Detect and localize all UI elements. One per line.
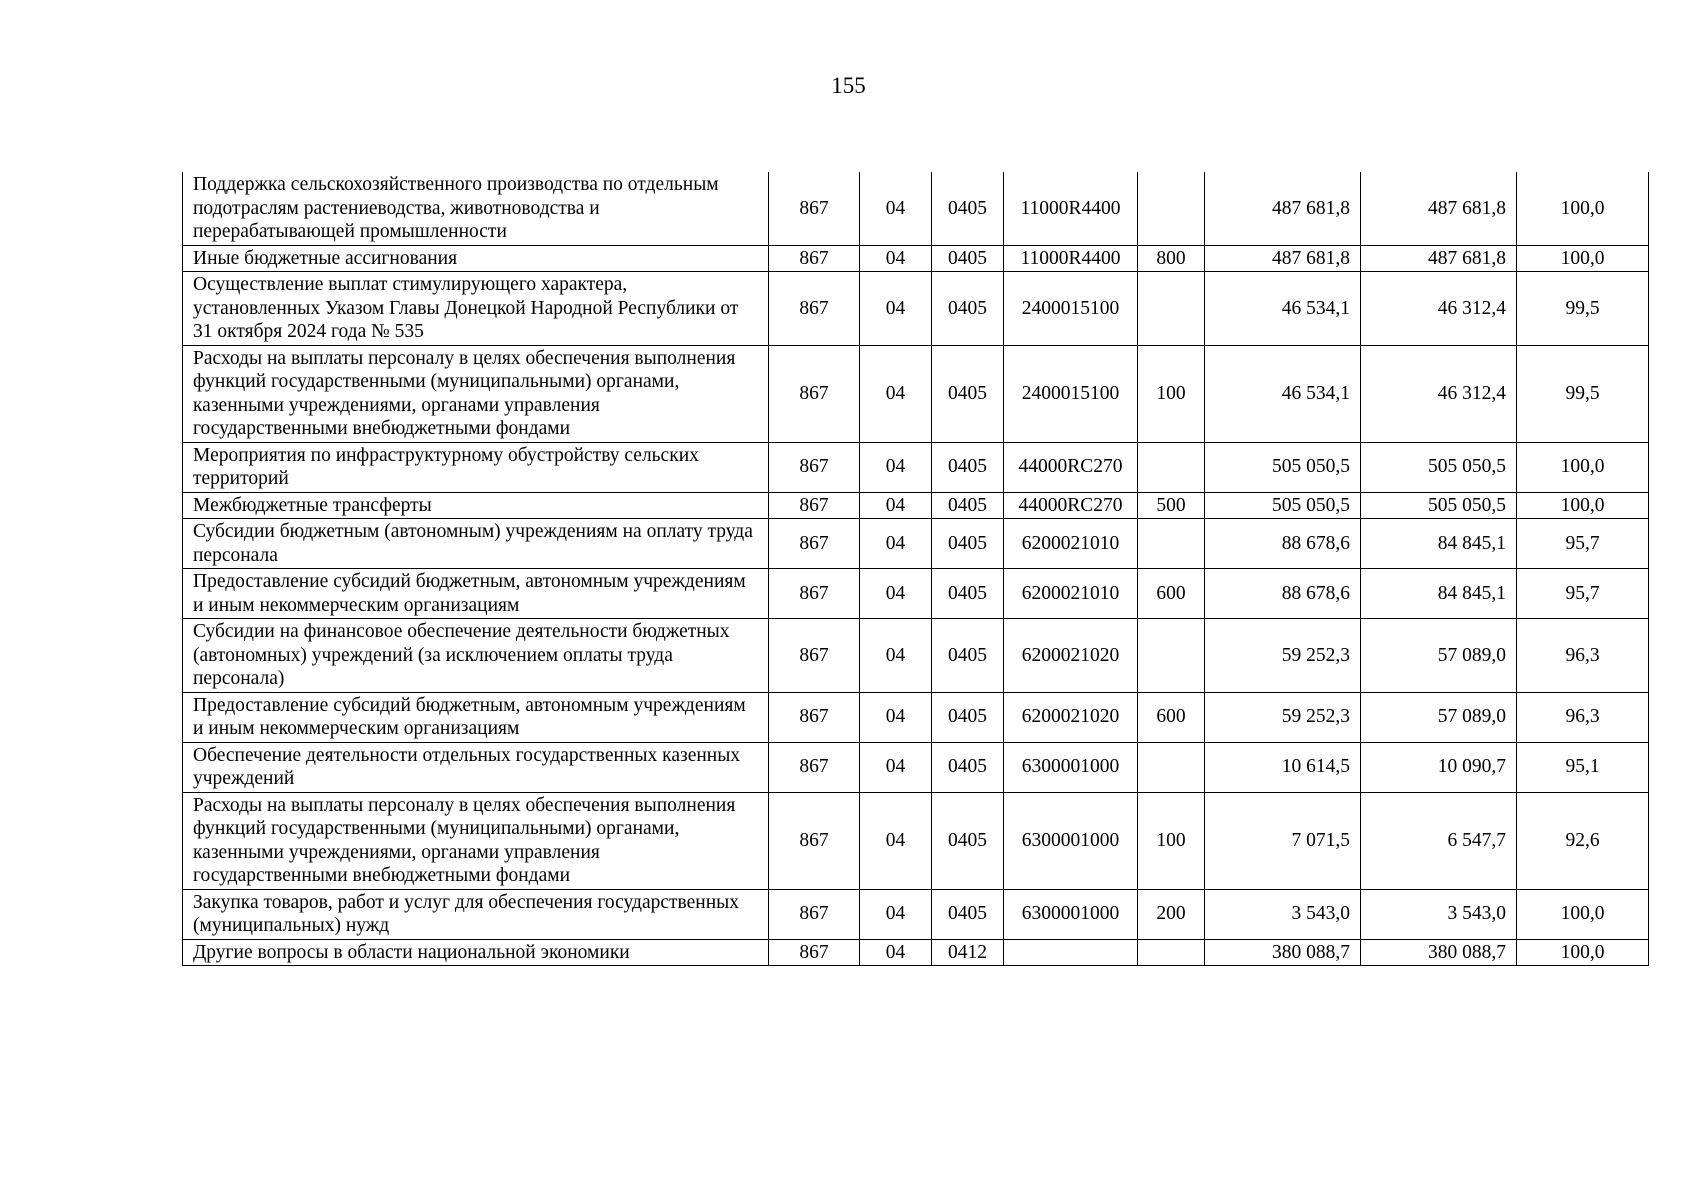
department-code-cell: 867: [769, 442, 860, 492]
expense-type-code-cell: 100: [1138, 792, 1205, 889]
expense-name-cell: Предоставление субсидий бюджетным, автономным учреждениям и иным некоммерческим организациям: [183, 569, 769, 619]
execution-percent-cell: 96,3: [1517, 619, 1649, 693]
execution-percent-cell: 100,0: [1517, 442, 1649, 492]
target-item-code-cell: 6300001000: [1004, 889, 1138, 939]
planned-amount-cell: 380 088,7: [1205, 939, 1361, 966]
expense-type-code-cell: [1138, 272, 1205, 346]
expense-name-cell: Иные бюджетные ассигнования: [183, 245, 769, 272]
expense-name-cell: Обеспечение деятельности отдельных государственных казенных учреждений: [183, 742, 769, 792]
expense-type-code-cell: 500: [1138, 492, 1205, 519]
expense-type-code-cell: [1138, 519, 1205, 569]
section-code-cell: 04: [860, 939, 932, 966]
execution-percent-cell: 100,0: [1517, 172, 1649, 245]
table-row: [183, 345, 1649, 442]
expense-type-code-cell: [1138, 442, 1205, 492]
expense-type-code-cell: 600: [1138, 692, 1205, 742]
execution-percent-cell: 95,1: [1517, 742, 1649, 792]
section-code-cell: 04: [860, 272, 932, 346]
expense-type-code-cell: 600: [1138, 569, 1205, 619]
expense-name-cell: Расходы на выплаты персоналу в целях обеспечения выполнения функций государственными (муниципальными) органами, казенными учреждениями, органами управления государственными внебюджетными фондами: [183, 792, 769, 889]
section-code-cell: 04: [860, 492, 932, 519]
table-row: [183, 889, 1649, 939]
expense-type-code-cell: [1138, 619, 1205, 693]
target-item-code-cell: 2400015100: [1004, 272, 1138, 346]
execution-percent-cell: 95,7: [1517, 519, 1649, 569]
expense-name-cell: Осуществление выплат стимулирующего характера, установленных Указом Главы Донецкой Народной Республики от 31 октября 2024 года № 535: [183, 272, 769, 346]
target-item-code-cell: 6300001000: [1004, 792, 1138, 889]
section-code-cell: 04: [860, 442, 932, 492]
target-item-code-cell: 44000RC270: [1004, 492, 1138, 519]
planned-amount-cell: 59 252,3: [1205, 619, 1361, 693]
department-code-cell: 867: [769, 792, 860, 889]
department-code-cell: 867: [769, 889, 860, 939]
department-code-cell: 867: [769, 519, 860, 569]
table-row: [183, 792, 1649, 889]
department-code-cell: 867: [769, 345, 860, 442]
subsection-code-cell: 0405: [932, 692, 1004, 742]
department-code-cell: 867: [769, 619, 860, 693]
expense-type-code-cell: 100: [1138, 345, 1205, 442]
expense-type-code-cell: 200: [1138, 889, 1205, 939]
department-code-cell: 867: [769, 172, 860, 245]
target-item-code-cell: 6300001000: [1004, 742, 1138, 792]
subsection-code-cell: 0405: [932, 569, 1004, 619]
planned-amount-cell: 7 071,5: [1205, 792, 1361, 889]
execution-percent-cell: 100,0: [1517, 889, 1649, 939]
subsection-code-cell: 0405: [932, 492, 1004, 519]
page-number: 155: [831, 73, 866, 98]
executed-amount-cell: 57 089,0: [1361, 692, 1517, 742]
planned-amount-cell: 46 534,1: [1205, 345, 1361, 442]
execution-percent-cell: 100,0: [1517, 245, 1649, 272]
table-row: [183, 569, 1649, 619]
expense-type-code-cell: [1138, 172, 1205, 245]
table-row: [183, 442, 1649, 492]
executed-amount-cell: 84 845,1: [1361, 519, 1517, 569]
section-code-cell: 04: [860, 569, 932, 619]
target-item-code-cell: 6200021020: [1004, 619, 1138, 693]
table-body: [183, 172, 1649, 966]
subsection-code-cell: 0405: [932, 345, 1004, 442]
section-code-cell: 04: [860, 889, 932, 939]
section-code-cell: 04: [860, 172, 932, 245]
table-row: [183, 492, 1649, 519]
target-item-code-cell: 44000RC270: [1004, 442, 1138, 492]
execution-percent-cell: 99,5: [1517, 345, 1649, 442]
department-code-cell: 867: [769, 742, 860, 792]
execution-percent-cell: 100,0: [1517, 939, 1649, 966]
executed-amount-cell: 505 050,5: [1361, 442, 1517, 492]
executed-amount-cell: 487 681,8: [1361, 172, 1517, 245]
target-item-code-cell: 6200021010: [1004, 519, 1138, 569]
department-code-cell: 867: [769, 692, 860, 742]
planned-amount-cell: 88 678,6: [1205, 569, 1361, 619]
subsection-code-cell: 0405: [932, 792, 1004, 889]
executed-amount-cell: 505 050,5: [1361, 492, 1517, 519]
subsection-code-cell: 0405: [932, 245, 1004, 272]
expense-name-cell: Предоставление субсидий бюджетным, автономным учреждениям и иным некоммерческим организациям: [183, 692, 769, 742]
expense-type-code-cell: [1138, 939, 1205, 966]
expense-name-cell: Закупка товаров, работ и услуг для обеспечения государственных (муниципальных) нужд: [183, 889, 769, 939]
section-code-cell: 04: [860, 245, 932, 272]
expense-type-code-cell: 800: [1138, 245, 1205, 272]
expense-name-cell: Мероприятия по инфраструктурному обустройству сельских территорий: [183, 442, 769, 492]
department-code-cell: 867: [769, 245, 860, 272]
target-item-code-cell: [1004, 939, 1138, 966]
department-code-cell: 867: [769, 569, 860, 619]
subsection-code-cell: 0405: [932, 519, 1004, 569]
table-row: [183, 619, 1649, 693]
department-code-cell: 867: [769, 272, 860, 346]
executed-amount-cell: 3 543,0: [1361, 889, 1517, 939]
planned-amount-cell: 88 678,6: [1205, 519, 1361, 569]
planned-amount-cell: 3 543,0: [1205, 889, 1361, 939]
expense-name-cell: Субсидии бюджетным (автономным) учреждениям на оплату труда персонала: [183, 519, 769, 569]
section-code-cell: 04: [860, 742, 932, 792]
section-code-cell: 04: [860, 519, 932, 569]
executed-amount-cell: 57 089,0: [1361, 619, 1517, 693]
subsection-code-cell: 0405: [932, 442, 1004, 492]
planned-amount-cell: 46 534,1: [1205, 272, 1361, 346]
planned-amount-cell: 487 681,8: [1205, 172, 1361, 245]
table-row: [183, 939, 1649, 966]
target-item-code-cell: 11000R4400: [1004, 245, 1138, 272]
target-item-code-cell: 6200021010: [1004, 569, 1138, 619]
execution-percent-cell: 92,6: [1517, 792, 1649, 889]
section-code-cell: 04: [860, 792, 932, 889]
planned-amount-cell: 505 050,5: [1205, 442, 1361, 492]
subsection-code-cell: 0405: [932, 272, 1004, 346]
department-code-cell: 867: [769, 492, 860, 519]
target-item-code-cell: 2400015100: [1004, 345, 1138, 442]
executed-amount-cell: 6 547,7: [1361, 792, 1517, 889]
table-row: [183, 272, 1649, 346]
execution-percent-cell: 95,7: [1517, 569, 1649, 619]
target-item-code-cell: 6200021020: [1004, 692, 1138, 742]
expense-name-cell: Межбюджетные трансферты: [183, 492, 769, 519]
planned-amount-cell: 505 050,5: [1205, 492, 1361, 519]
execution-percent-cell: 96,3: [1517, 692, 1649, 742]
subsection-code-cell: 0405: [932, 619, 1004, 693]
subsection-code-cell: 0405: [932, 172, 1004, 245]
planned-amount-cell: 10 614,5: [1205, 742, 1361, 792]
planned-amount-cell: 487 681,8: [1205, 245, 1361, 272]
executed-amount-cell: 84 845,1: [1361, 569, 1517, 619]
executed-amount-cell: 46 312,4: [1361, 272, 1517, 346]
executed-amount-cell: 487 681,8: [1361, 245, 1517, 272]
section-code-cell: 04: [860, 619, 932, 693]
expense-name-cell: Субсидии на финансовое обеспечение деятельности бюджетных (автономных) учреждений (за исключением оплаты труда персонала): [183, 619, 769, 693]
table-row: [183, 692, 1649, 742]
subsection-code-cell: 0405: [932, 889, 1004, 939]
target-item-code-cell: 11000R4400: [1004, 172, 1138, 245]
subsection-code-cell: 0412: [932, 939, 1004, 966]
table-row: [183, 519, 1649, 569]
section-code-cell: 04: [860, 692, 932, 742]
expense-type-code-cell: [1138, 742, 1205, 792]
executed-amount-cell: 380 088,7: [1361, 939, 1517, 966]
table-row: [183, 742, 1649, 792]
subsection-code-cell: 0405: [932, 742, 1004, 792]
table-row: [183, 245, 1649, 272]
section-code-cell: 04: [860, 345, 932, 442]
table-row: [183, 172, 1649, 245]
department-code-cell: 867: [769, 939, 860, 966]
execution-percent-cell: 99,5: [1517, 272, 1649, 346]
expense-name-cell: Поддержка сельскохозяйственного производства по отдельным подотраслям растениеводства, животноводства и перерабатывающей промышленности: [183, 172, 769, 245]
executed-amount-cell: 10 090,7: [1361, 742, 1517, 792]
planned-amount-cell: 59 252,3: [1205, 692, 1361, 742]
budget-execution-table: [182, 172, 1649, 966]
expense-name-cell: Расходы на выплаты персоналу в целях обеспечения выполнения функций государственными (муниципальными) органами, казенными учреждениями, органами управления государственными внебюджетными фондами: [183, 345, 769, 442]
executed-amount-cell: 46 312,4: [1361, 345, 1517, 442]
expense-name-cell: Другие вопросы в области национальной экономики: [183, 939, 769, 966]
execution-percent-cell: 100,0: [1517, 492, 1649, 519]
